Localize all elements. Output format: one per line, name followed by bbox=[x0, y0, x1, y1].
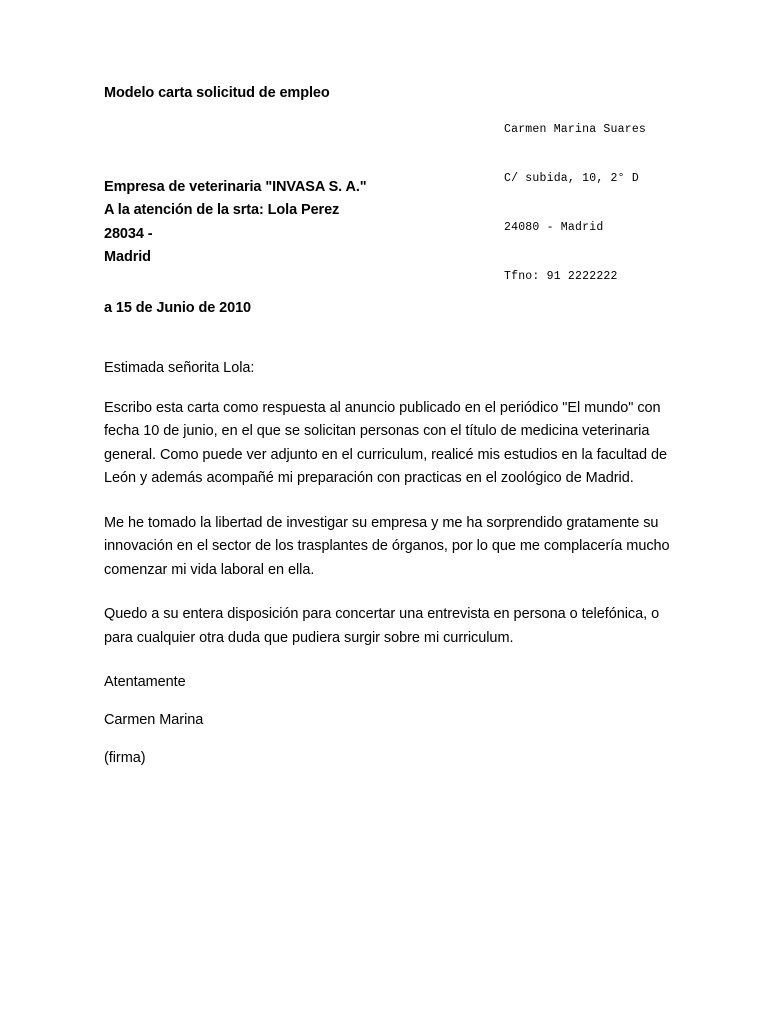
letter-body bbox=[104, 84, 674, 766]
letter-closing: Atentamente bbox=[104, 674, 186, 691]
sender-address-block bbox=[504, 89, 646, 318]
letter-paragraph-3: Quedo a su entera disposición para concertar una entrevista en persona o telefónica, o para cualquier otra duda que pudiera surgir sobre mi curriculum. bbox=[104, 606, 660, 646]
signature-name: Carmen Marina bbox=[104, 712, 204, 729]
letter-salutation: Estimada señorita Lola: bbox=[104, 359, 255, 376]
sender-phone-line: Tfno: 91 2222222 bbox=[504, 269, 618, 283]
sender-address-line-1: Carmen Marina Suares bbox=[504, 122, 647, 136]
sender-address-line-3: 24080 - Madrid bbox=[504, 220, 604, 234]
recipient-company: Empresa de veterinaria "INVASA S. A." bbox=[104, 179, 367, 195]
letter-date: a 15 de Junio de 2010 bbox=[104, 299, 251, 316]
letter-paragraph-2: Me he tomado la libertad de investigar su empresa y me ha sorprendido gratamente su innovación en el sector de los trasplantes de órganos, por lo que me complacería mucho comenzar mi vida laboral en ella. bbox=[104, 514, 670, 578]
recipient-attention: A la atención de la srta: Lola Perez bbox=[104, 202, 340, 219]
letter-paragraph-1: Escribo esta carta como respuesta al anuncio publicado en el periódico "El mundo" con fecha 10 de junio, en el que se solicitan personas con el título de medicina veterinaria general. Como puede ver adjunto en el curriculum, realicé mis estudios en la facultad de León y además acompañé mi preparación con practicas en el zoológico de Madrid. bbox=[104, 399, 668, 487]
sender-address-line-2: C/ subida, 10, 2° D bbox=[504, 171, 639, 185]
recipient-city: Madrid bbox=[104, 249, 151, 266]
page-title: Modelo carta solicitud de empleo bbox=[104, 85, 330, 101]
recipient-postal-code: 28034 - bbox=[104, 225, 153, 242]
signature-placeholder: (firma) bbox=[104, 750, 146, 767]
